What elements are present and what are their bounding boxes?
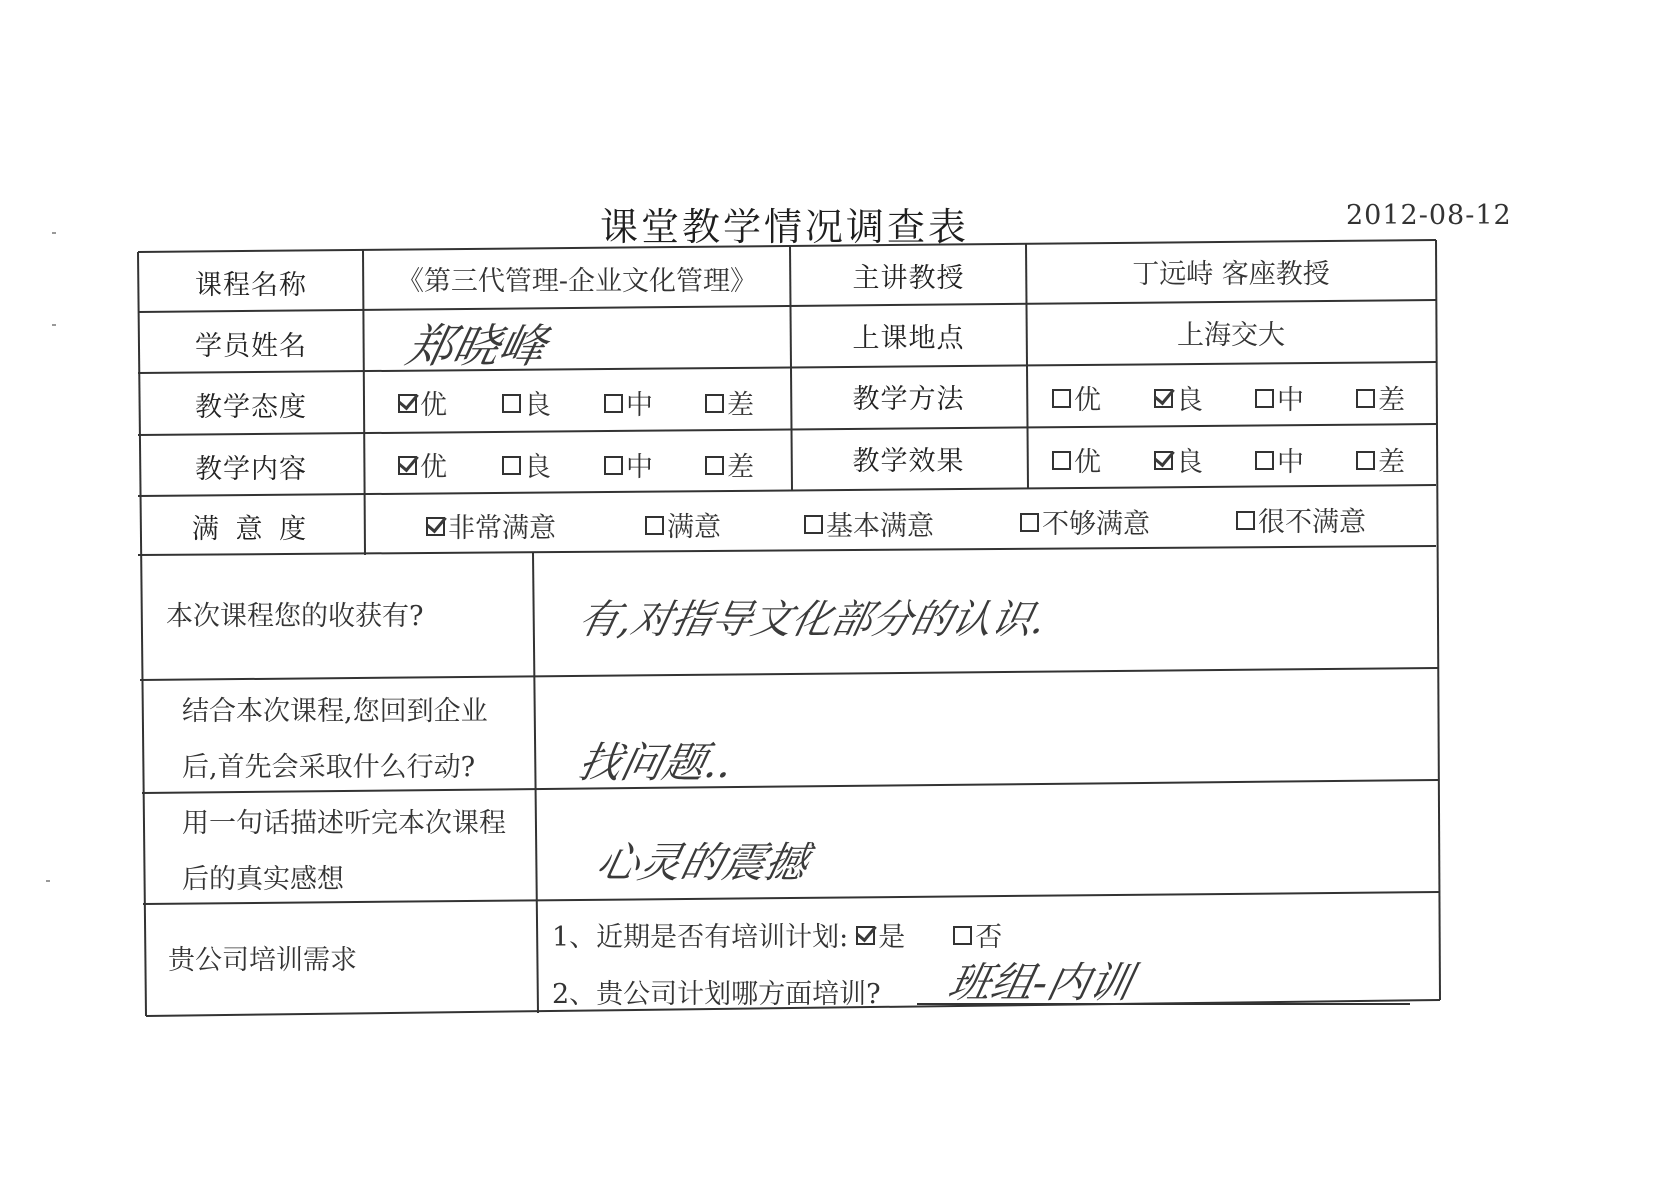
method-label: 教学方法 <box>852 383 965 415</box>
effect-option-poor[interactable]: 差 <box>1356 440 1405 479</box>
scan-speck <box>52 232 56 234</box>
content-option-average[interactable]: 中 <box>604 445 653 484</box>
satisfaction-option-very-unsatisfied[interactable]: 很不满意 <box>1236 500 1366 539</box>
method-option-poor[interactable]: 差 <box>1356 378 1405 417</box>
method-option-average[interactable]: 中 <box>1255 378 1304 417</box>
feeling-answer-handwriting: 心灵的震撼 <box>592 838 813 887</box>
checkbox-icon[interactable] <box>1236 511 1255 530</box>
checkbox-icon[interactable] <box>705 394 724 413</box>
content-option-good[interactable]: 良 <box>502 445 551 484</box>
satisfaction-option-not-enough[interactable]: 不够满意 <box>1020 502 1150 541</box>
content-option-excellent[interactable]: 优 <box>398 445 447 484</box>
plan-option-yes[interactable]: 是 <box>856 915 905 954</box>
attitude-option-good[interactable]: 良 <box>502 383 551 422</box>
checkbox-icon[interactable] <box>1255 451 1274 470</box>
checkbox-checked-icon[interactable] <box>1154 451 1173 470</box>
checkbox-icon[interactable] <box>1255 389 1274 408</box>
feeling-question-line2: 后的真实感想 <box>182 864 344 895</box>
checkbox-icon[interactable] <box>1052 389 1071 408</box>
student-name-handwriting: 郑晓峰 <box>401 319 552 373</box>
content-option-poor[interactable]: 差 <box>705 445 754 484</box>
satisfaction-option-satisfied[interactable]: 满意 <box>645 505 721 544</box>
checkbox-icon[interactable] <box>1356 389 1375 408</box>
checkbox-checked-icon[interactable] <box>398 456 417 475</box>
course-name-value: 《第三代管理-企业文化管理》 <box>396 265 758 297</box>
checkbox-checked-icon[interactable] <box>1154 389 1173 408</box>
attitude-option-excellent[interactable]: 优 <box>398 383 447 422</box>
location-value: 上海交大 <box>1177 319 1285 351</box>
content-label: 教学内容 <box>195 453 307 485</box>
training-need-label: 贵公司培训需求 <box>168 945 357 976</box>
plan-option-no[interactable]: 否 <box>953 915 1002 954</box>
checkbox-icon[interactable] <box>604 456 623 475</box>
feeling-question-line1: 用一句话描述听完本次课程 <box>182 808 506 839</box>
attitude-option-average[interactable]: 中 <box>604 383 653 422</box>
checkbox-icon[interactable] <box>604 394 623 413</box>
action-question-line1: 结合本次课程,您回到企业 <box>182 696 488 727</box>
scan-speck <box>52 324 56 326</box>
form-date: 2012-08-12 <box>1346 200 1512 231</box>
checkbox-icon[interactable] <box>645 516 664 535</box>
checkbox-checked-icon[interactable] <box>398 394 417 413</box>
student-name-label: 学员姓名 <box>195 330 307 362</box>
area-answer-handwriting: 班组-内训 <box>944 958 1137 1007</box>
method-option-excellent[interactable]: 优 <box>1052 378 1101 417</box>
effect-label: 教学效果 <box>852 445 965 477</box>
checkbox-icon[interactable] <box>953 926 972 945</box>
area-question: 2、贵公司计划哪方面培训? <box>552 979 881 1010</box>
checkbox-icon[interactable] <box>1356 451 1375 470</box>
feeling-question <box>158 796 552 908</box>
location-label: 上课地点 <box>852 322 965 354</box>
satisfaction-label: 满 意 度 <box>191 513 311 545</box>
effect-option-good[interactable]: 良 <box>1154 440 1203 479</box>
satisfaction-option-very-satisfied[interactable]: 非常满意 <box>426 506 556 545</box>
checkbox-icon[interactable] <box>502 456 521 475</box>
plan-question-row <box>552 915 1002 954</box>
action-question <box>158 684 552 796</box>
form-title: 课堂教学情况调查表 <box>600 205 970 249</box>
action-question-line2: 后,首先会采取什么行动? <box>182 752 476 783</box>
gain-question: 本次课程您的收获有? <box>166 601 424 632</box>
action-answer-handwriting: 找问题.. <box>574 738 738 787</box>
checkbox-checked-icon[interactable] <box>856 926 875 945</box>
gain-answer-handwriting: 有,对指导文化部分的认识. <box>574 597 1050 643</box>
checkbox-icon[interactable] <box>1020 513 1039 532</box>
lecturer-value: 丁远峙 客座教授 <box>1132 258 1330 290</box>
checkbox-icon[interactable] <box>705 456 724 475</box>
method-option-good[interactable]: 良 <box>1154 378 1203 417</box>
attitude-option-poor[interactable]: 差 <box>705 383 754 422</box>
course-name-label: 课程名称 <box>195 269 307 301</box>
attitude-label: 教学态度 <box>195 392 307 423</box>
checkbox-icon[interactable] <box>502 394 521 413</box>
checkbox-icon[interactable] <box>804 515 823 534</box>
satisfaction-option-basically-satisfied[interactable]: 基本满意 <box>804 504 934 543</box>
effect-option-average[interactable]: 中 <box>1255 440 1304 479</box>
checkbox-icon[interactable] <box>1052 451 1071 470</box>
scan-speck <box>46 880 50 882</box>
checkbox-checked-icon[interactable] <box>426 517 445 536</box>
lecturer-label: 主讲教授 <box>852 262 965 294</box>
plan-question: 1、近期是否有培训计划: <box>552 922 849 953</box>
effect-option-excellent[interactable]: 优 <box>1052 440 1101 479</box>
